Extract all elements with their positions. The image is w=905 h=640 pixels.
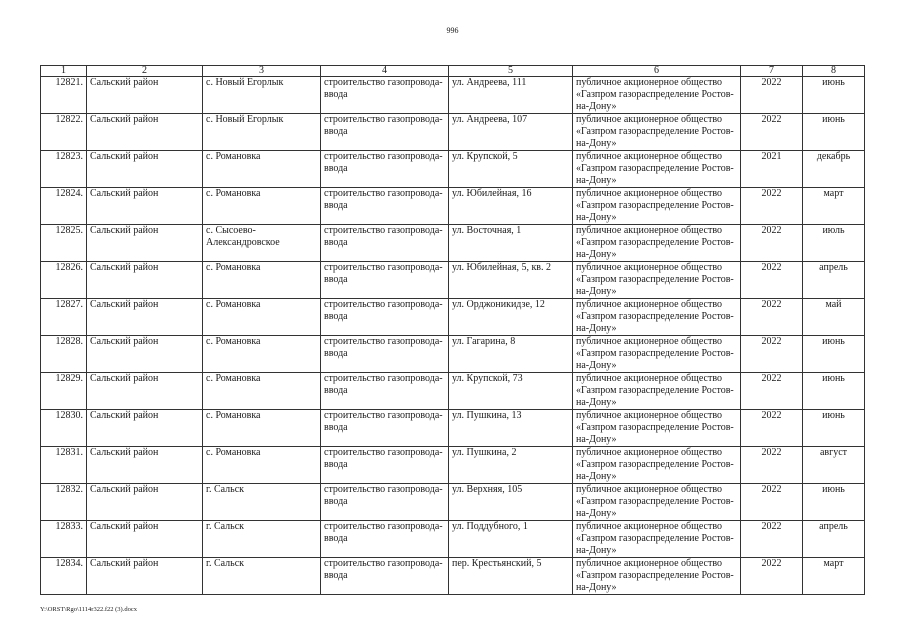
cell-work-type: строительство газопровода-ввода xyxy=(321,484,449,521)
cell-address: ул. Пушкина, 2 xyxy=(449,447,573,484)
page-number: 996 xyxy=(446,26,459,35)
cell-district: Сальский район xyxy=(87,188,203,225)
cell-settlement: г. Сальск xyxy=(203,558,321,595)
cell-month: июнь xyxy=(803,373,865,410)
cell-district: Сальский район xyxy=(87,151,203,188)
table-row xyxy=(41,225,865,262)
cell-year: 2021 xyxy=(741,151,803,188)
cell-address: ул. Андреева, 107 xyxy=(449,114,573,151)
cell-row-number: 12831. xyxy=(41,447,87,484)
data-table xyxy=(40,65,865,595)
cell-work-type: строительство газопровода-ввода xyxy=(321,225,449,262)
cell-organization: публичное акционерное общество «Газпром газораспределение Ростов-на-Дону» xyxy=(573,77,741,114)
cell-work-type: строительство газопровода-ввода xyxy=(321,188,449,225)
cell-address: ул. Восточная, 1 xyxy=(449,225,573,262)
cell-organization: публичное акционерное общество «Газпром газораспределение Ростов-на-Дону» xyxy=(573,151,741,188)
cell-row-number: 12821. xyxy=(41,77,87,114)
column-header: 1 xyxy=(41,66,87,77)
cell-district: Сальский район xyxy=(87,373,203,410)
cell-year: 2022 xyxy=(741,521,803,558)
cell-month: май xyxy=(803,299,865,336)
cell-address: ул. Поддубного, 1 xyxy=(449,521,573,558)
cell-work-type: строительство газопровода-ввода xyxy=(321,373,449,410)
cell-year: 2022 xyxy=(741,299,803,336)
column-header: 6 xyxy=(573,66,741,77)
cell-address: ул. Крупской, 73 xyxy=(449,373,573,410)
cell-organization: публичное акционерное общество «Газпром газораспределение Ростов-на-Дону» xyxy=(573,373,741,410)
cell-district: Сальский район xyxy=(87,410,203,447)
cell-district: Сальский район xyxy=(87,521,203,558)
cell-row-number: 12834. xyxy=(41,558,87,595)
cell-work-type: строительство газопровода-ввода xyxy=(321,299,449,336)
cell-settlement: с. Романовка xyxy=(203,262,321,299)
table-row xyxy=(41,410,865,447)
column-header: 3 xyxy=(203,66,321,77)
cell-settlement: с. Романовка xyxy=(203,151,321,188)
cell-settlement: г. Сальск xyxy=(203,484,321,521)
column-header: 8 xyxy=(803,66,865,77)
cell-row-number: 12823. xyxy=(41,151,87,188)
cell-month: август xyxy=(803,447,865,484)
cell-settlement: с. Романовка xyxy=(203,299,321,336)
cell-address: ул. Гагарина, 8 xyxy=(449,336,573,373)
cell-district: Сальский район xyxy=(87,114,203,151)
cell-settlement: с. Романовка xyxy=(203,447,321,484)
cell-work-type: строительство газопровода-ввода xyxy=(321,151,449,188)
cell-settlement: г. Сальск xyxy=(203,521,321,558)
cell-organization: публичное акционерное общество «Газпром газораспределение Ростов-на-Дону» xyxy=(573,484,741,521)
cell-month: март xyxy=(803,558,865,595)
cell-row-number: 12830. xyxy=(41,410,87,447)
cell-month: апрель xyxy=(803,521,865,558)
cell-year: 2022 xyxy=(741,558,803,595)
cell-month: июль xyxy=(803,225,865,262)
table-row xyxy=(41,188,865,225)
table-row xyxy=(41,336,865,373)
cell-row-number: 12829. xyxy=(41,373,87,410)
cell-year: 2022 xyxy=(741,225,803,262)
cell-year: 2022 xyxy=(741,188,803,225)
cell-organization: публичное акционерное общество «Газпром газораспределение Ростов-на-Дону» xyxy=(573,114,741,151)
cell-row-number: 12825. xyxy=(41,225,87,262)
cell-work-type: строительство газопровода-ввода xyxy=(321,114,449,151)
cell-settlement: с. Новый Егорлык xyxy=(203,114,321,151)
cell-organization: публичное акционерное общество «Газпром газораспределение Ростов-на-Дону» xyxy=(573,410,741,447)
cell-row-number: 12828. xyxy=(41,336,87,373)
cell-address: ул. Верхняя, 105 xyxy=(449,484,573,521)
cell-district: Сальский район xyxy=(87,225,203,262)
cell-month: июнь xyxy=(803,77,865,114)
cell-organization: публичное акционерное общество «Газпром газораспределение Ростов-на-Дону» xyxy=(573,521,741,558)
header-row xyxy=(41,66,865,77)
cell-organization: публичное акционерное общество «Газпром газораспределение Ростов-на-Дону» xyxy=(573,447,741,484)
cell-organization: публичное акционерное общество «Газпром газораспределение Ростов-на-Дону» xyxy=(573,188,741,225)
cell-work-type: строительство газопровода-ввода xyxy=(321,558,449,595)
table-row xyxy=(41,299,865,336)
cell-settlement: с. Романовка xyxy=(203,188,321,225)
cell-month: март xyxy=(803,188,865,225)
cell-row-number: 12827. xyxy=(41,299,87,336)
table-row xyxy=(41,484,865,521)
cell-month: апрель xyxy=(803,262,865,299)
cell-row-number: 12826. xyxy=(41,262,87,299)
cell-year: 2022 xyxy=(741,410,803,447)
cell-work-type: строительство газопровода-ввода xyxy=(321,521,449,558)
cell-month: декабрь xyxy=(803,151,865,188)
cell-district: Сальский район xyxy=(87,484,203,521)
table-row xyxy=(41,77,865,114)
column-header: 5 xyxy=(449,66,573,77)
cell-settlement: с. Романовка xyxy=(203,336,321,373)
table-row xyxy=(41,447,865,484)
cell-row-number: 12824. xyxy=(41,188,87,225)
table-body xyxy=(41,77,865,595)
table-row xyxy=(41,373,865,410)
cell-organization: публичное акционерное общество «Газпром газораспределение Ростов-на-Дону» xyxy=(573,225,741,262)
table-row xyxy=(41,521,865,558)
cell-settlement: с. Сысоево-Александровское xyxy=(203,225,321,262)
cell-address: ул. Пушкина, 13 xyxy=(449,410,573,447)
cell-address: ул. Андреева, 111 xyxy=(449,77,573,114)
cell-settlement: с. Новый Егорлык xyxy=(203,77,321,114)
cell-work-type: строительство газопровода-ввода xyxy=(321,447,449,484)
cell-organization: публичное акционерное общество «Газпром газораспределение Ростов-на-Дону» xyxy=(573,558,741,595)
cell-work-type: строительство газопровода-ввода xyxy=(321,336,449,373)
cell-month: июнь xyxy=(803,114,865,151)
cell-settlement: с. Романовка xyxy=(203,373,321,410)
cell-district: Сальский район xyxy=(87,447,203,484)
cell-address: ул. Юбилейная, 16 xyxy=(449,188,573,225)
cell-address: ул. Орджоникидзе, 12 xyxy=(449,299,573,336)
cell-year: 2022 xyxy=(741,114,803,151)
cell-organization: публичное акционерное общество «Газпром газораспределение Ростов-на-Дону» xyxy=(573,262,741,299)
cell-year: 2022 xyxy=(741,447,803,484)
cell-district: Сальский район xyxy=(87,262,203,299)
table-row xyxy=(41,558,865,595)
cell-district: Сальский район xyxy=(87,299,203,336)
table-row xyxy=(41,114,865,151)
cell-year: 2022 xyxy=(741,77,803,114)
cell-month: июнь xyxy=(803,410,865,447)
cell-year: 2022 xyxy=(741,262,803,299)
column-header: 4 xyxy=(321,66,449,77)
cell-year: 2022 xyxy=(741,373,803,410)
cell-row-number: 12833. xyxy=(41,521,87,558)
column-header: 2 xyxy=(87,66,203,77)
table-row xyxy=(41,262,865,299)
cell-district: Сальский район xyxy=(87,558,203,595)
cell-district: Сальский район xyxy=(87,336,203,373)
cell-row-number: 12832. xyxy=(41,484,87,521)
cell-address: пер. Крестьянский, 5 xyxy=(449,558,573,595)
cell-year: 2022 xyxy=(741,336,803,373)
cell-month: июнь xyxy=(803,336,865,373)
cell-row-number: 12822. xyxy=(41,114,87,151)
cell-work-type: строительство газопровода-ввода xyxy=(321,77,449,114)
cell-address: ул. Крупской, 5 xyxy=(449,151,573,188)
cell-year: 2022 xyxy=(741,484,803,521)
footer-file-path: Y:\ORST\Rgo\1114r322.f22 (3).docx xyxy=(40,606,137,613)
cell-organization: публичное акционерное общество «Газпром газораспределение Ростов-на-Дону» xyxy=(573,299,741,336)
cell-address: ул. Юбилейная, 5, кв. 2 xyxy=(449,262,573,299)
cell-organization: публичное акционерное общество «Газпром газораспределение Ростов-на-Дону» xyxy=(573,336,741,373)
cell-work-type: строительство газопровода-ввода xyxy=(321,262,449,299)
cell-settlement: с. Романовка xyxy=(203,410,321,447)
table-row xyxy=(41,151,865,188)
column-header: 7 xyxy=(741,66,803,77)
cell-month: июнь xyxy=(803,484,865,521)
cell-work-type: строительство газопровода-ввода xyxy=(321,410,449,447)
cell-district: Сальский район xyxy=(87,77,203,114)
